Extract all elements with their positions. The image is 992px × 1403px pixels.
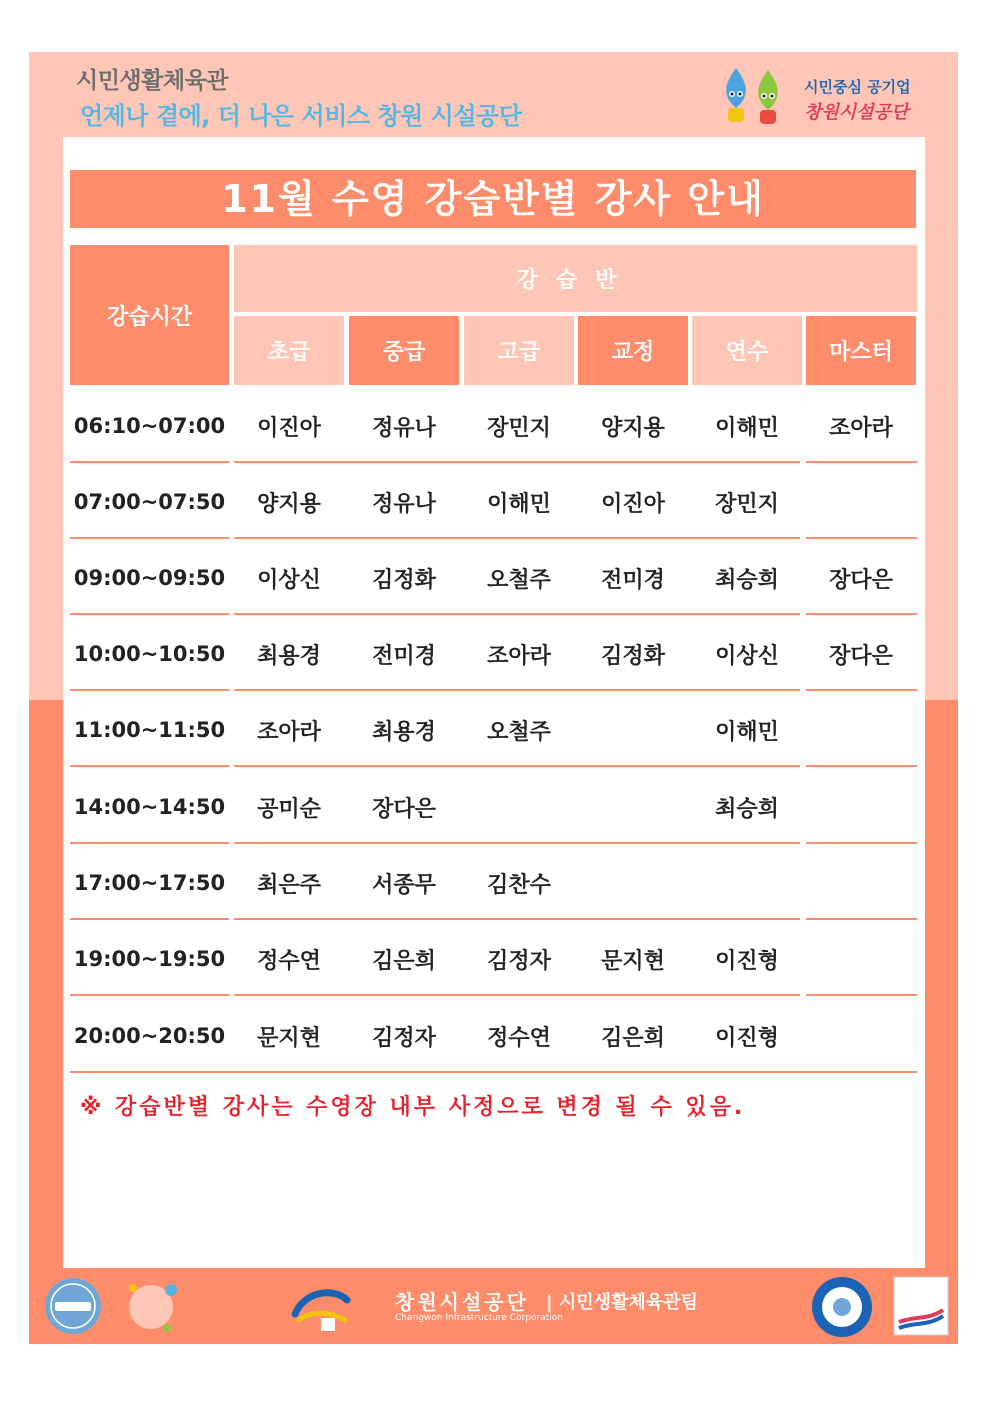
row-divider <box>234 765 800 767</box>
instructor-cell: 김정화 <box>372 567 436 593</box>
instructor-cell: 전미경 <box>372 643 436 669</box>
table-row <box>70 770 917 844</box>
table-row <box>70 541 917 615</box>
time-cell: 06:10~07:00 <box>73 414 226 438</box>
row-divider <box>70 842 229 844</box>
row-divider <box>234 842 800 844</box>
row-divider <box>70 918 229 920</box>
class-header-correction: 교정 <box>578 316 688 385</box>
instructor-cell: 정유나 <box>372 491 436 517</box>
instructor-cell: 김정화 <box>601 643 665 669</box>
instructor-cell: 정수연 <box>257 948 321 974</box>
instructor-cell: 서종무 <box>372 872 436 898</box>
instructor-cell: 이진형 <box>715 1025 779 1051</box>
instructor-cell: 장다은 <box>372 796 436 822</box>
instructor-cell <box>578 846 688 920</box>
table-row <box>70 465 917 539</box>
row-divider <box>806 918 917 920</box>
instructor-cell <box>806 922 916 996</box>
consumer-center-badge-icon <box>43 1276 103 1336</box>
brand-logo <box>716 66 946 130</box>
instructor-cell: 김정자 <box>372 1025 436 1051</box>
instructor-cell: 장다은 <box>829 567 893 593</box>
class-header-intermediate: 중급 <box>349 316 459 385</box>
org-name: 창원시설공단 <box>395 1290 529 1314</box>
time-cell: 09:00~09:50 <box>73 566 226 590</box>
instructor-cell <box>806 846 916 920</box>
row-divider <box>234 689 800 691</box>
instructor-cell: 김정자 <box>487 948 551 974</box>
facility-name: 시민생활체육관 <box>76 68 229 94</box>
class-header-training: 연수 <box>692 316 802 385</box>
time-cell: 17:00~17:50 <box>73 871 226 895</box>
instructor-cell <box>806 693 916 767</box>
instructor-cell: 오철주 <box>487 719 551 745</box>
table-row <box>70 693 917 767</box>
row-divider <box>806 689 917 691</box>
row-divider <box>70 613 229 615</box>
instructor-cell <box>806 770 916 844</box>
row-divider <box>234 613 800 615</box>
instructor-cell: 최용경 <box>257 643 321 669</box>
instructor-cell: 이해민 <box>487 491 551 517</box>
table-row <box>70 999 917 1073</box>
instructor-cell: 장민지 <box>487 415 551 441</box>
row-divider <box>806 842 917 844</box>
row-divider <box>806 461 917 463</box>
brand-line2: 창원시설공단 <box>804 102 909 123</box>
instructor-cell: 양지용 <box>257 491 321 517</box>
class-header-master: 마스터 <box>806 316 916 385</box>
instructor-cell: 이진형 <box>715 948 779 974</box>
row-divider <box>806 537 917 539</box>
instructor-cell: 정수연 <box>487 1025 551 1051</box>
time-cell: 20:00~20:50 <box>73 1024 226 1048</box>
row-divider <box>70 537 229 539</box>
instructor-cell: 최용경 <box>372 719 436 745</box>
instructor-cell: 이해민 <box>715 415 779 441</box>
org-english-name: Changwon Infrastructure Corporation <box>395 1313 563 1323</box>
instructor-cell <box>464 770 574 844</box>
row-divider <box>234 537 800 539</box>
instructor-cell: 조아라 <box>829 415 893 441</box>
page-title: 11월 수영 강습반별 강사 안내 <box>70 170 916 228</box>
mascot-icon <box>716 66 792 128</box>
instructor-cell: 정유나 <box>372 415 436 441</box>
table-row <box>70 389 917 463</box>
human-rights-badge-icon <box>809 1276 875 1338</box>
instructor-cell: 이진아 <box>601 491 665 517</box>
row-divider <box>70 689 229 691</box>
instructor-cell: 최승희 <box>715 796 779 822</box>
change-notice: ※ 강습반별 강사는 수영장 내부 사정으로 변경 될 수 있음. <box>80 1095 746 1120</box>
instructor-cell: 문지현 <box>601 948 665 974</box>
footer <box>29 1268 958 1344</box>
instructor-cell <box>692 846 802 920</box>
instructor-cell: 최은주 <box>257 872 321 898</box>
instructor-cell: 김은희 <box>601 1025 665 1051</box>
instructor-cell: 최승희 <box>715 567 779 593</box>
row-divider <box>234 461 800 463</box>
instructor-cell: 장민지 <box>715 491 779 517</box>
table-row <box>70 846 917 920</box>
class-header-beginner: 초급 <box>234 316 344 385</box>
instructor-cell <box>806 465 916 539</box>
brand-line1: 시민중심 공기업 <box>804 78 911 96</box>
time-header: 강습시간 <box>70 245 229 385</box>
instructor-cell: 이상신 <box>715 643 779 669</box>
instructor-cell: 김은희 <box>372 948 436 974</box>
instructor-cell: 공미순 <box>257 796 321 822</box>
table-row <box>70 922 917 996</box>
instructor-cell: 조아라 <box>487 643 551 669</box>
instructor-cell: 이상신 <box>257 567 321 593</box>
table-row <box>70 617 917 691</box>
time-cell: 07:00~07:50 <box>73 490 226 514</box>
instructor-cell: 오철주 <box>487 567 551 593</box>
row-divider <box>806 765 917 767</box>
instructor-cell <box>578 770 688 844</box>
time-cell: 19:00~19:50 <box>73 947 226 971</box>
clean-world-logo-icon <box>123 1278 183 1336</box>
slogan: 언제나 곁에, 더 나은 서비스 창원 시설공단 <box>80 102 522 130</box>
instructor-cell: 전미경 <box>601 567 665 593</box>
instructor-cell: 장다은 <box>829 643 893 669</box>
row-divider <box>70 1071 917 1073</box>
instructor-cell: 양지용 <box>601 415 665 441</box>
class-group-header: 강습반 <box>234 245 917 312</box>
instructor-cell <box>806 999 916 1073</box>
row-divider <box>70 994 229 996</box>
row-divider <box>806 994 917 996</box>
instructor-cell: 이진아 <box>257 415 321 441</box>
team-name: | 시민생활체육관팀 <box>546 1292 698 1313</box>
instructor-cell: 조아라 <box>257 719 321 745</box>
instructor-cell: 이해민 <box>715 719 779 745</box>
row-divider <box>70 461 229 463</box>
row-divider <box>70 765 229 767</box>
row-divider <box>234 994 800 996</box>
instructor-cell <box>578 693 688 767</box>
row-divider <box>806 613 917 615</box>
instructor-cell: 문지현 <box>257 1025 321 1051</box>
row-divider <box>234 918 800 920</box>
instructor-cell: 김찬수 <box>487 872 551 898</box>
certification-mark-icon <box>893 1276 949 1336</box>
class-header-advanced: 고급 <box>464 316 574 385</box>
time-cell: 11:00~11:50 <box>73 718 226 742</box>
time-cell: 14:00~14:50 <box>73 795 226 819</box>
changwon-logo-icon <box>291 1284 351 1332</box>
time-cell: 10:00~10:50 <box>73 642 226 666</box>
